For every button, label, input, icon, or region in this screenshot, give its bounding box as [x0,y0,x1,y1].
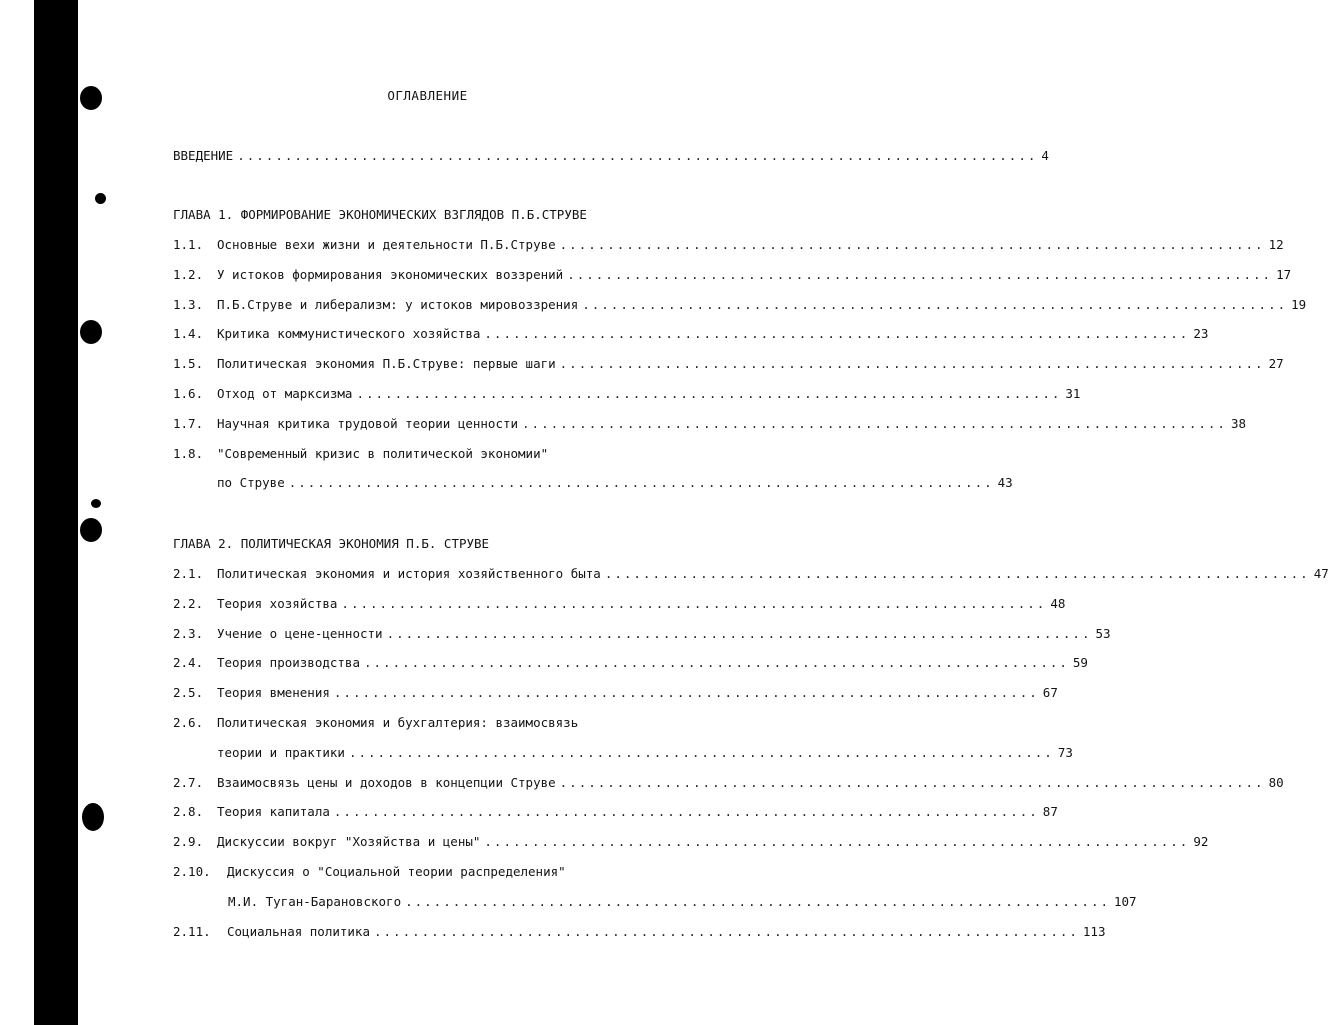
toc-entry-number: 1.3. [173,296,204,312]
leader-dots: .......................................................................... [582,296,1288,312]
toc-entry-label: Теория хозяйства [217,595,338,611]
toc-entry [173,625,1111,643]
toc-entry [173,595,1066,613]
toc-entry-continuation [217,474,1013,492]
toc-entry-page: 92 [1193,834,1209,850]
toc-entry-label: Дискуссии вокруг "Хозяйства и цены" [217,834,481,850]
toc-entry-page: 48 [1050,595,1066,611]
leader-dots: .......................................................................... [348,744,1054,760]
toc-entry-number: 1.1. [173,237,204,252]
toc-entry-page: 59 [1072,655,1088,671]
toc-entry-number: 1.6. [173,386,204,401]
toc-entry-number: 2.2. [173,595,204,611]
toc-entry-number: 1.4. [173,326,204,342]
toc-intro-label: ВВЕДЕНИЕ [173,148,234,163]
toc-entry [173,684,1058,702]
leader-dots: .......................................................................... [356,386,1062,401]
toc-entry-label: Отход от марксизма [217,386,353,401]
punch-hole [91,499,101,508]
toc-entry [173,325,1209,343]
punch-hole [80,518,102,542]
toc-entry [173,774,1284,792]
toc-entry-number: 2.10. [173,864,211,879]
toc-entry-label: Научная критика трудовой теории ценности [217,415,519,431]
toc-entry-continuation-label: по Струве [217,475,285,491]
chapter2-heading: ГЛАВА 2. ПОЛИТИЧЕСКАЯ ЭКОНОМИЯ П.Б. СТРУВЕ [173,536,490,551]
toc-entry-label: П.Б.Струве и либерализм: у истоков мировоззрения [217,296,579,312]
punch-hole [95,193,106,204]
toc-entry-label: Теория вменения [217,685,330,701]
toc-entry-number: 2.7. [173,774,204,790]
toc-entry-page: 73 [1057,744,1073,760]
leader-dots: .......................................................................... [604,566,1310,581]
leader-dots: .......................................................................... [333,804,1039,820]
toc-entry [173,863,713,881]
leader-dots: .......................................................................... [333,685,1039,701]
leader-dots: .......................................................................... [364,655,1069,671]
toc-entry-page: 53 [1095,625,1111,641]
toc-entry-continuation-label: теории и практики [217,744,345,760]
toc-entry-page: 38 [1230,415,1246,431]
toc-entry [173,355,1284,373]
toc-entry [173,445,713,463]
toc-entry [173,654,1088,672]
leader-dots: .......................................................................... [559,356,1265,372]
page-title: ОГЛАВЛЕНИЕ [387,88,468,103]
toc-entry-number: 2.8. [173,804,204,820]
toc-entry-page: 47 [1313,566,1329,581]
toc-entry-label: Основные вехи жизни и деятельности П.Б.Струве [217,237,556,252]
toc-entry-continuation [217,744,1073,762]
toc-entry-number: 2.11. [173,923,211,939]
toc-entry-label: Социальная политика [227,923,370,939]
toc-entry-page: 113 [1082,923,1106,939]
toc-entry [173,923,1106,941]
toc-entry [173,565,1329,583]
punch-hole [80,320,102,344]
leader-dots: .......................................................................... [559,774,1265,790]
toc-entry-page: 12 [1268,237,1284,252]
toc-entry-label: У истоков формирования экономических воззрений [217,266,564,282]
toc-entry-label: Критика коммунистического хозяйства [217,326,481,342]
toc-entry-label: Политическая экономия П.Б.Струве: первые шаги [217,356,556,372]
toc-entry [173,266,1292,284]
toc-entry-number: 2.3. [173,625,204,641]
toc-entry-page: 27 [1268,356,1284,372]
toc-entry-page: 23 [1193,326,1209,342]
leader-dots: .......................................................................... [522,415,1227,431]
leader-dots: .......................................................................... [484,326,1190,342]
toc-entry-number: 2.9. [173,834,204,850]
toc-intro [173,147,1049,165]
toc-intro-page: 4 [1041,148,1049,163]
toc-entry [173,236,1284,254]
toc-entry-number: 2.1. [173,566,204,581]
leader-dots: .......................................................................... [288,475,994,491]
toc-entry-number: 1.8. [173,445,204,461]
toc-entry-page: 80 [1268,774,1284,790]
toc-entry-continuation-label: М.И. Туган-Барановского [228,893,402,909]
leader-dots: .......................................................................... [567,266,1273,282]
scan-edge-bar [34,0,78,1025]
punch-hole [82,803,104,831]
toc-entry [173,833,1209,851]
leader-dots: .......................................................................... [559,237,1265,252]
toc-entry [173,714,713,732]
toc-entry-page: 107 [1114,893,1137,909]
toc-entry-label: Теория капитала [217,804,330,820]
scan-edge-top [34,0,78,82]
toc-entry-label: Дискуссия о "Социальной теории распределения" [227,864,566,879]
toc-entry-label: Учение о цене-ценности [217,625,383,641]
toc-entry-number: 2.5. [173,685,204,701]
toc-entry-number: 2.4. [173,655,204,671]
toc-entry-label: Политическая экономия и бухгалтерия: взаимосвязь [217,715,579,730]
toc-entry [173,415,1246,433]
toc-entry-page: 67 [1042,685,1058,701]
toc-entry [173,803,1058,821]
leader-dots: .......................................................................... [386,625,1092,641]
toc-entry-page: 31 [1065,386,1081,401]
leader-dots: .......................................................................... [405,893,1110,909]
toc-entry-page: 87 [1042,804,1058,820]
leader-dots: .......................................................................... [341,595,1047,611]
toc-entry-label: Взаимосвязь цены и доходов в концепции Струве [217,774,556,790]
leader-dots: .......................................................................... [484,834,1190,850]
toc-entry [173,385,1081,403]
toc-entry-label: Теория производства [217,655,360,671]
toc-entry-continuation [228,893,1137,911]
leader-dots: .......................................................................... [374,923,1079,939]
toc-entry-page: 17 [1276,266,1292,282]
toc-entry [173,296,1307,314]
leader-dots: .................................................................................... [237,148,1038,163]
toc-entry-number: 1.5. [173,356,204,372]
toc-entry-number: 2.6. [173,715,204,730]
toc-entry-page: 43 [997,475,1013,491]
toc-entry-number: 1.7. [173,415,204,431]
toc-entry-number: 1.2. [173,266,204,282]
toc-entry-label: Политическая экономия и история хозяйственного быта [217,566,601,581]
chapter1-heading: ГЛАВА 1. ФОРМИРОВАНИЕ ЭКОНОМИЧЕСКИХ ВЗГЛЯДОВ П.Б.СТРУВЕ [173,207,587,222]
toc-entry-page: 19 [1291,296,1307,312]
toc-entry-label: "Современный кризис в политической экономии" [217,445,549,461]
